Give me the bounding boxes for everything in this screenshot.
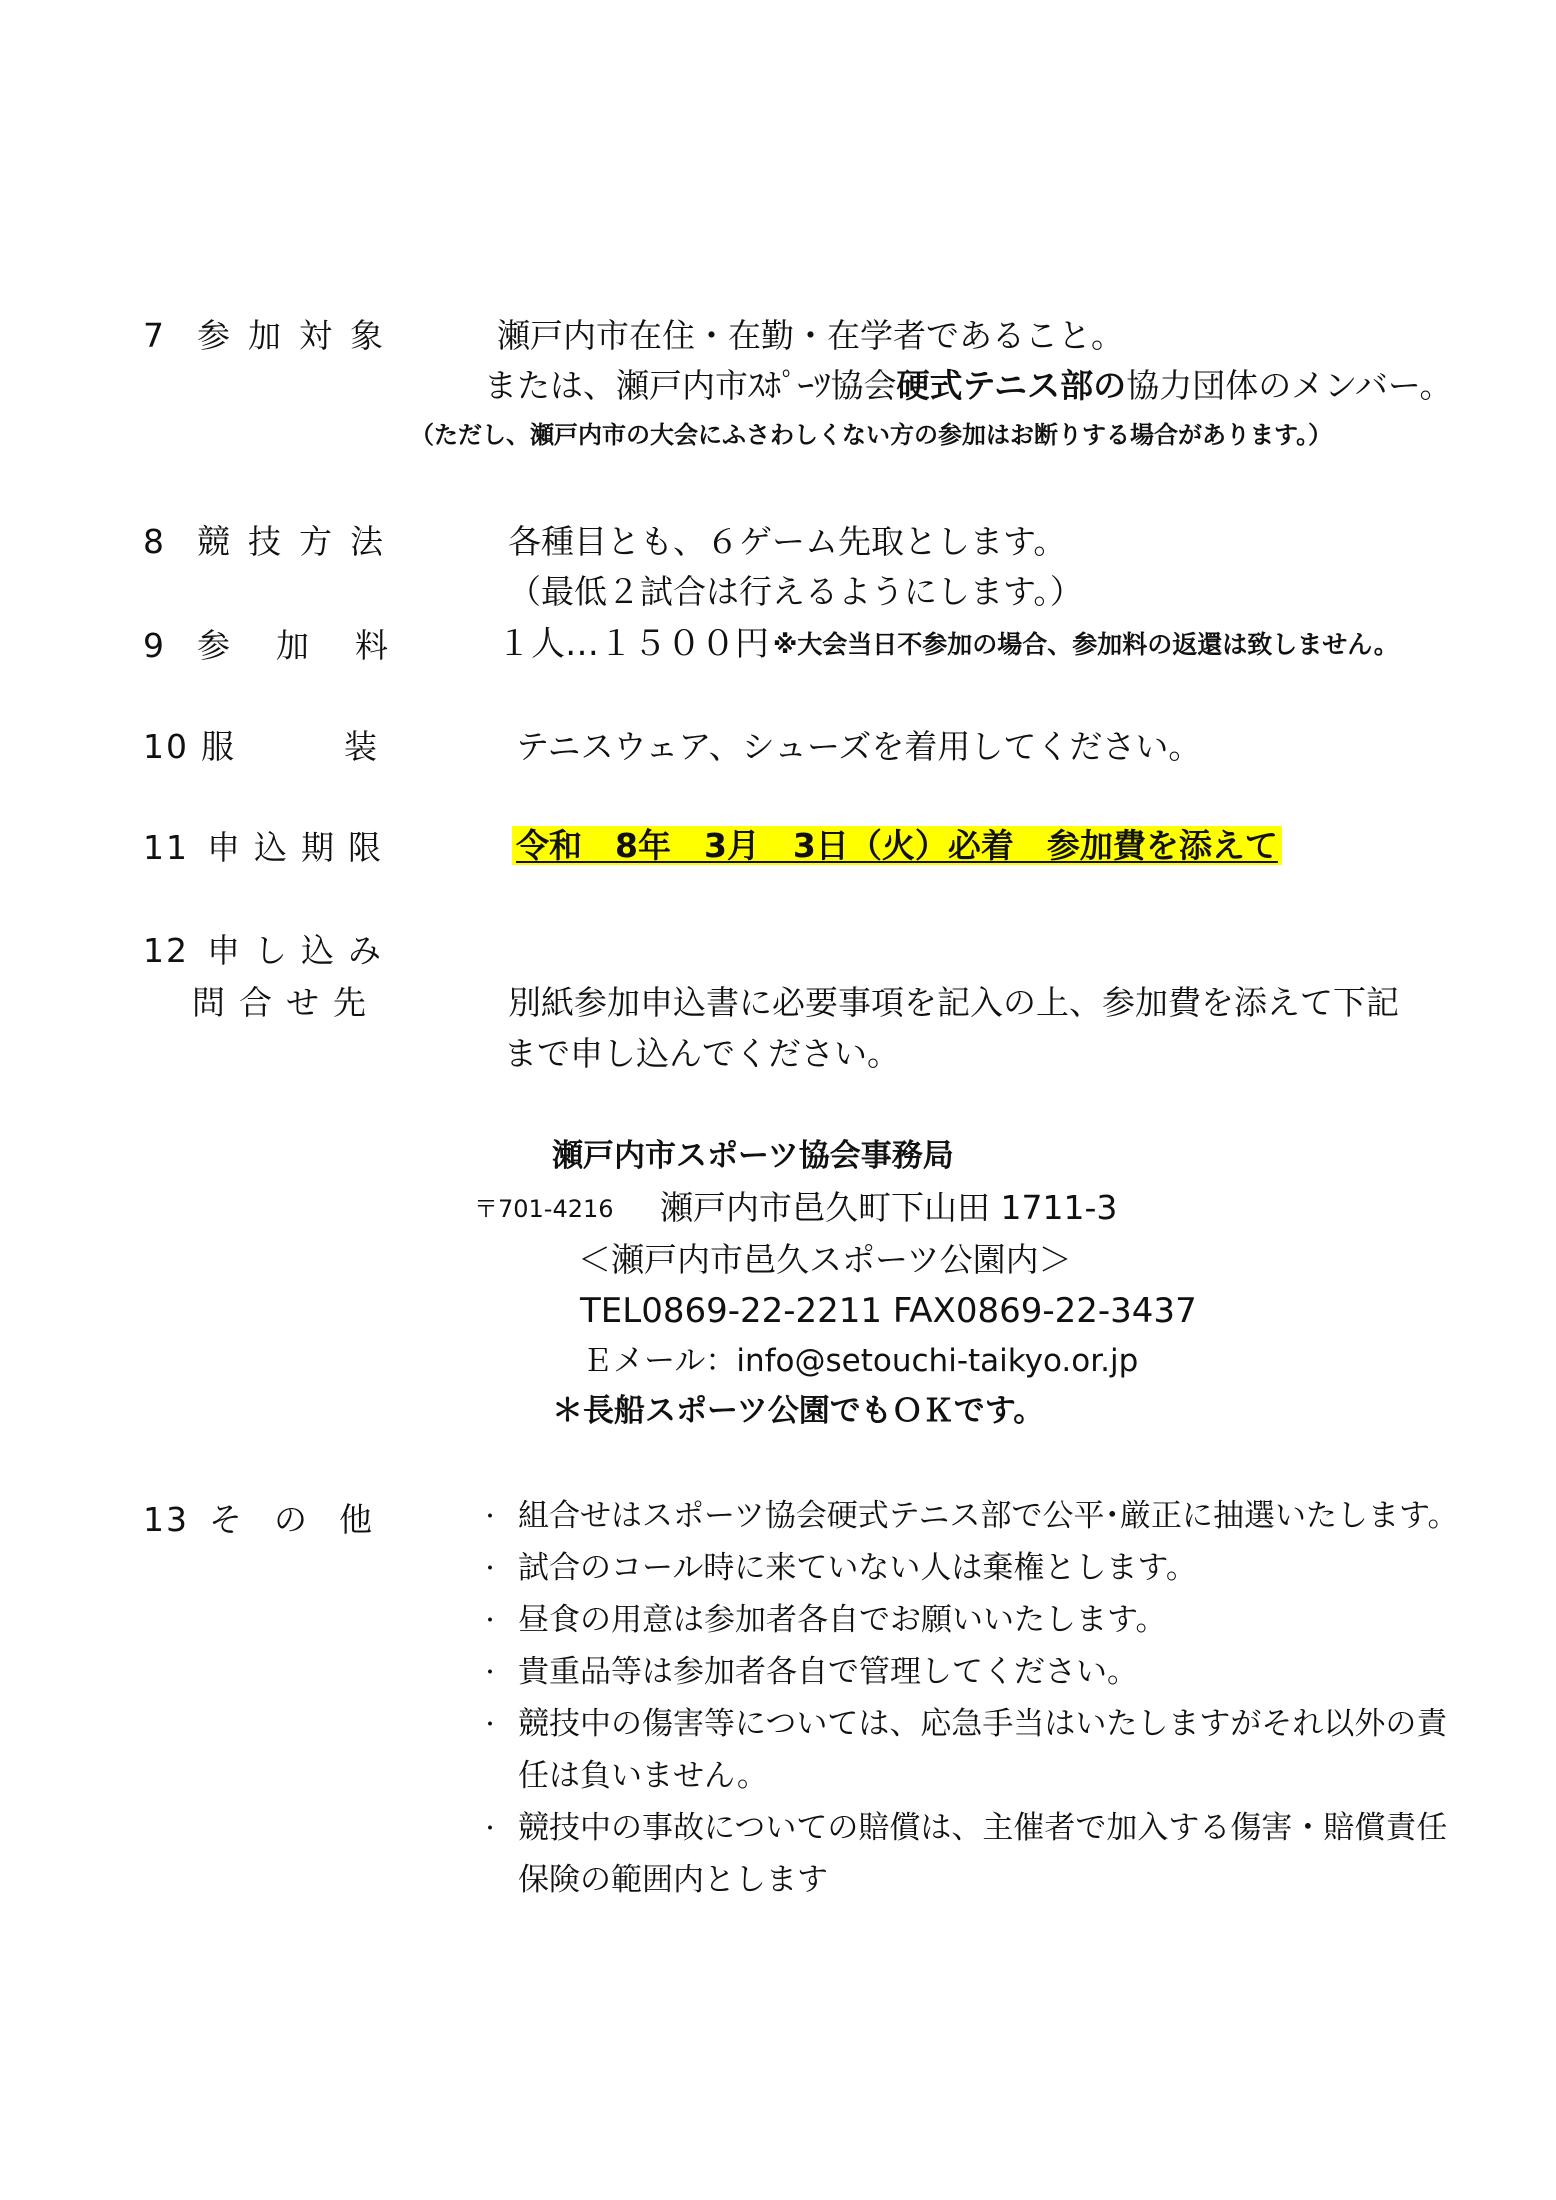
item13-label-text: その他 xyxy=(209,1500,404,1539)
item10-label xyxy=(201,727,487,767)
bullet-marker-4: ・ xyxy=(479,1661,502,1686)
bullet-marker-3: ・ xyxy=(479,1609,502,1634)
item8-label: 競技方法 xyxy=(197,522,401,561)
item11-deadline-highlight: 令和 8年 3月 3日（火）必着 参加費を添えて xyxy=(512,826,1282,865)
item7-line2-bold: 硬式テニス部の xyxy=(896,366,1127,405)
office-alt-note: ＊長船スポーツ公園でもＯＫです。 xyxy=(552,1393,1045,1429)
item13-bullet2: 試合のコール時に来ていない人は棄権とします。 xyxy=(518,1550,1197,1586)
office-phone: TEL0869-22-2211 FAX0869-22-3437 xyxy=(580,1291,1197,1331)
item8-number: 8 xyxy=(143,522,166,561)
item10-number: 10 xyxy=(143,727,189,766)
item7-line2 xyxy=(484,366,1453,406)
item7-number: 7 xyxy=(143,316,166,355)
item13-number: 13 xyxy=(143,1500,189,1539)
item13-bullet5-line1: 競技中の傷害等については、応急手当はいたしますがそれ以外の責 xyxy=(518,1706,1448,1742)
item12-label1: 申し込み xyxy=(207,931,395,970)
item13-bullet6-line2: 保険の範囲内とします xyxy=(518,1862,828,1898)
bullet-marker-6: ・ xyxy=(479,1817,502,1842)
item8-line1: 各種目とも、６ゲーム先取とします。 xyxy=(508,522,1067,561)
item7-label xyxy=(197,316,401,356)
item11-deadline xyxy=(512,826,1282,866)
item12-label2: 問合せ先 xyxy=(192,983,380,1022)
item9-number: 9 xyxy=(143,626,166,665)
item12-line1: 別紙参加申込書に必要事項を記入の上、参加費を添えて下記 xyxy=(508,983,1399,1022)
office-venue: ＜瀬戸内市邑久スポーツ公園内＞ xyxy=(578,1240,1072,1279)
item13-label xyxy=(209,1500,404,1540)
office-postal: 〒701-4216 xyxy=(474,1195,614,1223)
item13-bullet4: 貴重品等は参加者各自で管理してください。 xyxy=(518,1654,1138,1690)
bullet-marker-1: ・ xyxy=(479,1505,502,1530)
item13-bullet5-line2: 任は負いません。 xyxy=(518,1758,768,1794)
item11-label: 申込期限 xyxy=(207,828,395,867)
item10-label-text: 服装 xyxy=(201,727,487,766)
item7-line2-pre: または、瀬戸内市ｽﾎﾟｰﾂ協会 xyxy=(484,366,897,405)
item9-label: 参加料 xyxy=(197,626,434,665)
item9-fee: １人…１５００円 xyxy=(497,624,769,664)
item13-bullet1: 組合せはスポーツ協会硬式テニス部で公平･厳正に抽選いたします。 xyxy=(518,1498,1459,1534)
item12-line2: まで申し込んでください。 xyxy=(504,1034,900,1073)
item7-line2-post: 協力団体のメンバー。 xyxy=(1126,366,1453,405)
item13-bullet6-line1: 競技中の事故についての賠償は、主催者で加入する傷害・賠償責任 xyxy=(518,1810,1448,1846)
item7-note: （ただし、瀬戸内市の大会にふさわしくない方の参加はお断りする場合があります。） xyxy=(410,421,1333,449)
item10-line1: テニスウェア、シューズを着用してください。 xyxy=(516,727,1202,766)
item8-line2: （最低２試合は行えるようにします。） xyxy=(508,572,1083,611)
item7-label-text: 参加対象 xyxy=(197,316,401,355)
office-name: 瀬戸内市スポーツ協会事務局 xyxy=(552,1138,954,1174)
bullet-marker-5: ・ xyxy=(479,1713,502,1738)
office-address: 瀬戸内市邑久町下山田 1711-3 xyxy=(660,1188,1118,1227)
item13-bullet3: 昼食の用意は参加者各自でお願いいたします。 xyxy=(518,1602,1167,1638)
item11-number: 11 xyxy=(143,828,189,867)
office-email: Ｅメール：info@setouchi-taikyo.or.jp xyxy=(582,1343,1139,1379)
item12-number: 12 xyxy=(143,931,189,970)
item9-note: ※大会当日不参加の場合、参加料の返還は致しません。 xyxy=(773,630,1399,659)
item7-line1: 瀬戸内市在住・在勤・在学者であること。 xyxy=(497,316,1124,355)
bullet-marker-2: ・ xyxy=(479,1557,502,1582)
